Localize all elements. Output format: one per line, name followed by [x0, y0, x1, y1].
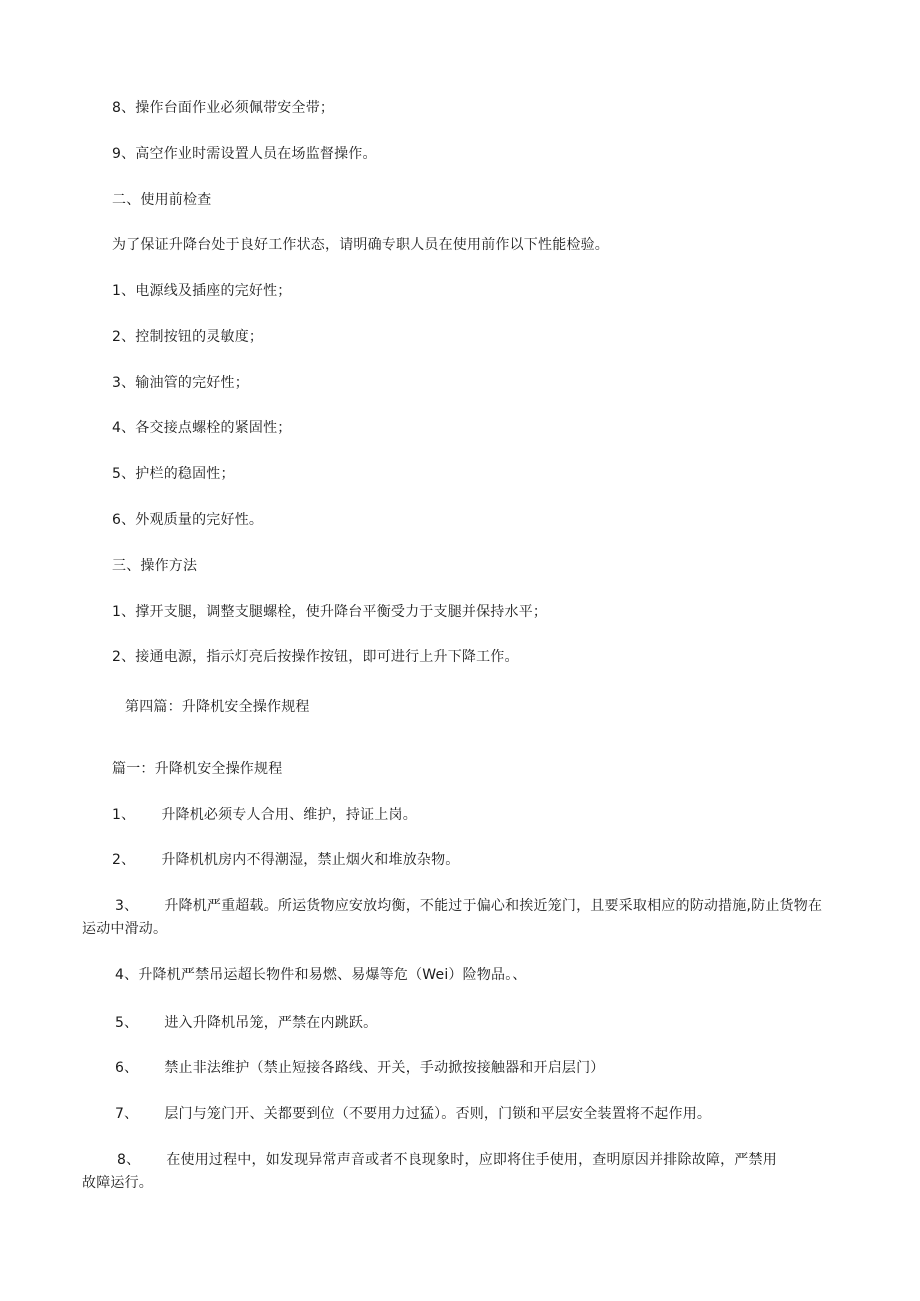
rule-continuation: 故障运行。: [82, 1175, 153, 1191]
rule-item: [117, 1150, 777, 1170]
list-item: 9、高空作业时需设置人员在场监督操作。: [112, 146, 377, 162]
paragraph: 为了保证升降台处于良好工作状态，请明确专职人员在使用前作以下性能检验。: [112, 237, 609, 253]
rule-text: 进入升降机吊笼，严禁在内跳跃。: [164, 1015, 378, 1031]
rule-number: 2、: [112, 852, 136, 868]
list-item: 4、各交接点螺栓的紧固性；: [112, 420, 292, 436]
rule-text: 升降机机房内不得潮湿，禁止烟火和堆放杂物。: [161, 852, 460, 868]
list-item: 1、撑开支腿，调整支腿螺栓，使升降台平衡受力于支腿并保持水平；: [112, 604, 548, 620]
rule-text: 禁止非法维护（禁止短接各路线、开关，手动掀按接触器和开启层门）: [164, 1060, 605, 1076]
rule-text: 层门与笼门开、关都要到位（不要用力过猛）。否则，门锁和平层安全装置将不起作用。: [164, 1106, 712, 1122]
list-item: 2、接通电源，指示灯亮后按操作按钮，即可进行上升下降工作。: [112, 649, 519, 665]
rule-number: 4、: [115, 967, 139, 983]
list-item: 8、操作台面作业必须佩带安全带；: [112, 100, 335, 116]
list-item: 5、护栏的稳固性；: [112, 466, 235, 482]
rule-item: [112, 805, 417, 825]
article-title: 篇一：升降机安全操作规程: [112, 761, 283, 777]
rule-item: [112, 850, 460, 870]
rule-text: 升降机严重超载。所运货物应安放均衡，不能过于偏心和挨近笼门，且要采取相应的防动措施,防止货物在: [164, 898, 823, 914]
rule-number: 7、: [115, 1106, 139, 1122]
chapter-title: 第四篇：升降机安全操作规程: [125, 699, 310, 715]
rule-text: 升降机必须专人合用、维护，持证上岗。: [161, 807, 417, 823]
section-heading: 三、操作方法: [112, 558, 198, 574]
rule-text: 在使用过程中，如发现异常声音或者不良现象时，应即将住手使用，查明原因并排除故障，严禁用: [166, 1152, 777, 1168]
rule-number: 8、: [117, 1152, 141, 1168]
section-heading: 二、使用前检查: [112, 192, 212, 208]
rule-number: 6、: [115, 1060, 139, 1076]
rule-item: [115, 896, 822, 916]
rule-continuation: 运动中滑动。: [82, 921, 168, 937]
rule-number: 5、: [115, 1015, 139, 1031]
rule-item: [115, 1104, 711, 1124]
list-item: 3、输油管的完好性；: [112, 375, 249, 391]
rule-number: 1、: [112, 807, 136, 823]
list-item: 1、电源线及插座的完好性；: [112, 283, 292, 299]
rule-item: [115, 965, 527, 985]
rule-number: 3、: [115, 898, 139, 914]
list-item: 2、控制按钮的灵敏度；: [112, 329, 264, 345]
rule-item: [115, 1013, 377, 1033]
rule-item: [115, 1058, 605, 1078]
rule-text: 升降机严禁吊运超长物件和易燃、易爆等危（Wei）险物品。、: [138, 967, 527, 983]
list-item: 6、外观质量的完好性。: [112, 512, 264, 528]
